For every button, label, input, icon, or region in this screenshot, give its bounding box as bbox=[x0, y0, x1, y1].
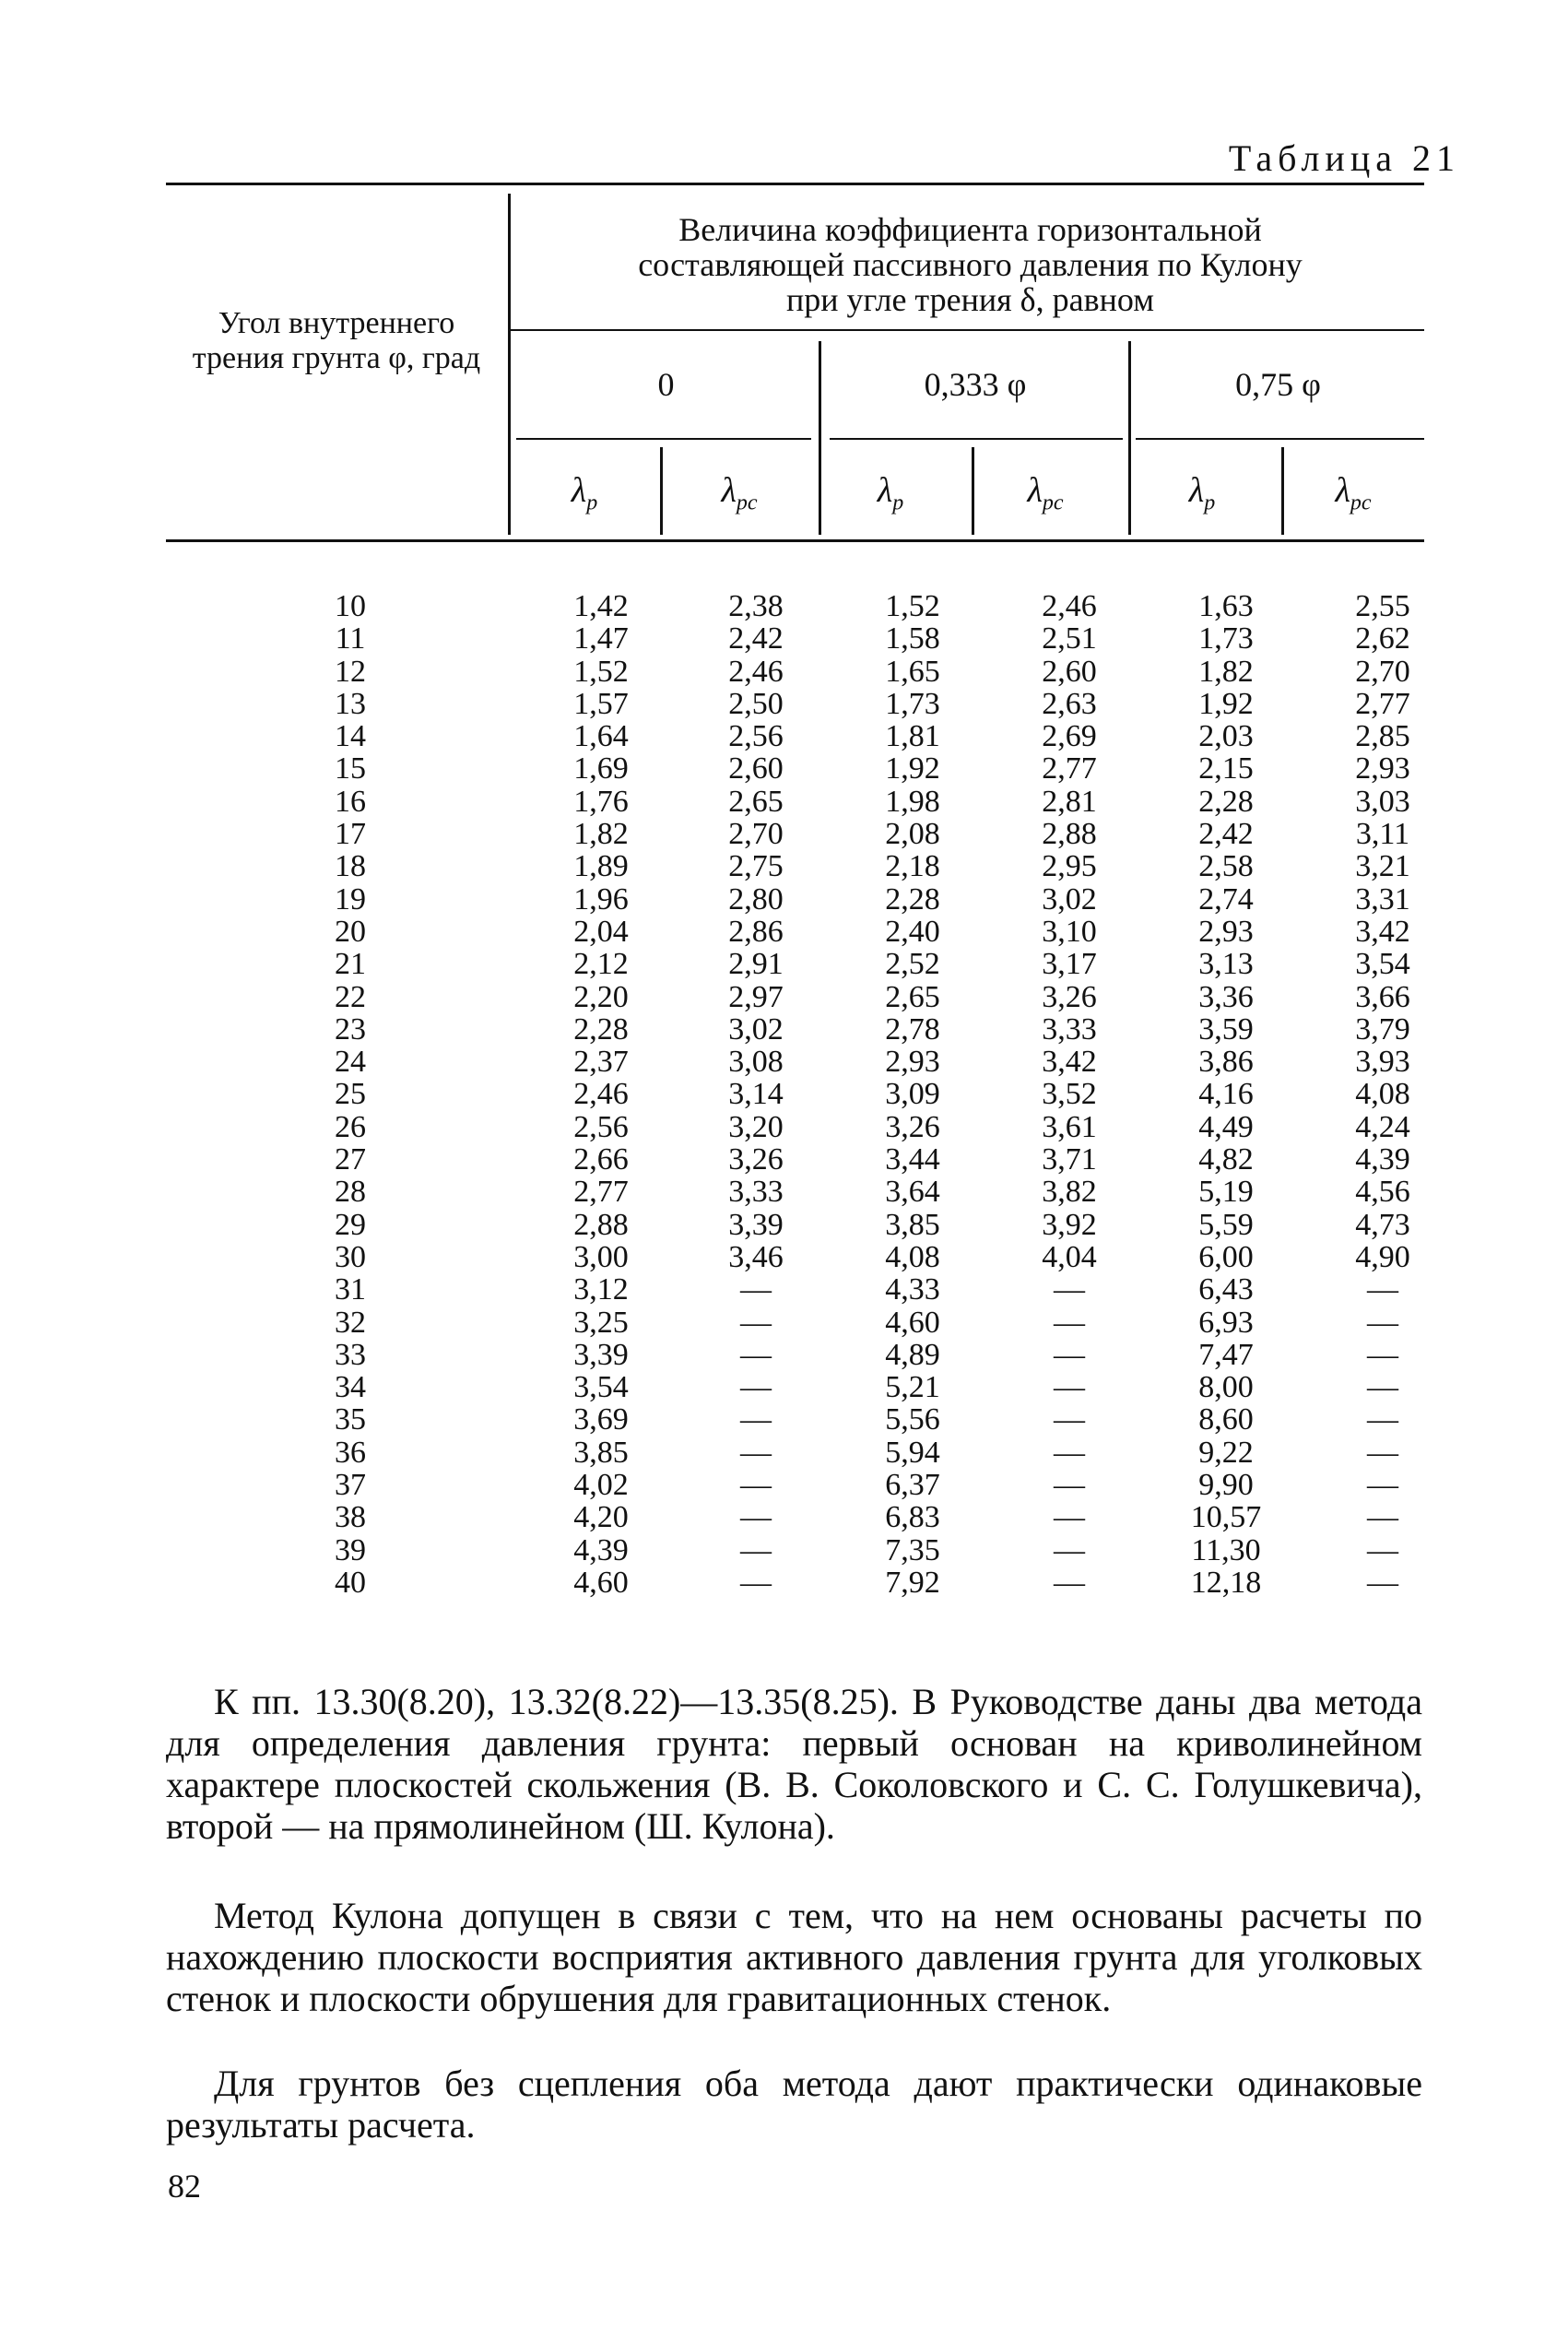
group-title bbox=[516, 212, 1424, 317]
lp-0-cell: 2,56 bbox=[573, 1109, 629, 1144]
lp-75-cell: 8,60 bbox=[1198, 1402, 1254, 1437]
lpc-0-cell: 2,38 bbox=[728, 589, 784, 623]
lp-75-cell: 4,16 bbox=[1198, 1077, 1254, 1112]
lpc-75-cell: — bbox=[1367, 1435, 1398, 1470]
lpc-0-cell: — bbox=[740, 1272, 772, 1307]
lpc-75-cell: 4,39 bbox=[1355, 1142, 1410, 1177]
lp-0-cell: 3,25 bbox=[573, 1305, 629, 1340]
lpc-75-cell: 4,90 bbox=[1355, 1239, 1410, 1274]
group-title-line-2: составляющей пассивного давления по Кулону bbox=[638, 246, 1303, 283]
lpc-75-cell: 2,70 bbox=[1355, 654, 1410, 689]
lp-75-cell: 3,86 bbox=[1198, 1045, 1254, 1080]
angle-cell: 29 bbox=[335, 1207, 366, 1242]
lpc-75-cell: — bbox=[1367, 1532, 1398, 1567]
lp-75-cell: 2,15 bbox=[1198, 751, 1254, 786]
lp-75-cell: 2,42 bbox=[1198, 817, 1254, 852]
lp-75-cell: 2,03 bbox=[1198, 719, 1254, 754]
lpc-0-cell: 2,65 bbox=[728, 784, 784, 819]
sub-col-3-base: λ bbox=[877, 471, 893, 510]
angle-cell: 38 bbox=[335, 1500, 366, 1535]
table-row bbox=[166, 786, 1475, 818]
lpc-0-cell: — bbox=[740, 1305, 772, 1340]
angle-cell: 27 bbox=[335, 1142, 366, 1177]
lp-0-cell: 1,69 bbox=[573, 751, 629, 786]
lp-75-cell: 1,63 bbox=[1198, 589, 1254, 623]
lp-75-cell: 6,00 bbox=[1198, 1239, 1254, 1274]
lpc-333-cell: 4,04 bbox=[1042, 1239, 1097, 1274]
lpc-0-cell: — bbox=[740, 1468, 772, 1503]
lpc-0-cell: 3,46 bbox=[728, 1239, 784, 1274]
lpc-333-cell: 2,95 bbox=[1042, 849, 1097, 884]
lp-0-cell: 1,96 bbox=[573, 881, 629, 916]
lpc-0-cell: 2,70 bbox=[728, 817, 784, 852]
lpc-75-cell: 3,03 bbox=[1355, 784, 1410, 819]
table-row bbox=[166, 818, 1475, 850]
lp-0-cell: 3,85 bbox=[573, 1435, 629, 1470]
delta-header-2: 0,75 φ bbox=[1235, 366, 1321, 403]
lp-0-cell: 2,77 bbox=[573, 1175, 629, 1210]
lp-0-cell: 3,12 bbox=[573, 1272, 629, 1307]
angle-cell: 22 bbox=[335, 979, 366, 1014]
angle-cell: 20 bbox=[335, 914, 366, 949]
lpc-333-cell: 2,81 bbox=[1042, 784, 1097, 819]
lp-75-cell: 3,36 bbox=[1198, 979, 1254, 1014]
lp-333-cell: 4,60 bbox=[885, 1305, 940, 1340]
paragraph-1: К пп. 13.30(8.20), 13.32(8.22)—13.35(8.25). В Руководстве даны два метода для определения давления грунта: первый основан на криволинейном характере плоскостей скольжения (В. В. Соколовского и С. С. Голушкевича), второй — на прямолинейном (Ш. Кулона). bbox=[166, 1681, 1422, 1847]
angle-cell: 33 bbox=[335, 1337, 366, 1372]
table-row bbox=[166, 1501, 1475, 1533]
angle-cell: 26 bbox=[335, 1109, 366, 1144]
sub-col-header-1 bbox=[529, 470, 640, 516]
delta-divider-2 bbox=[1128, 341, 1131, 535]
lpc-75-cell: 4,56 bbox=[1355, 1175, 1410, 1210]
table-row bbox=[166, 1273, 1475, 1306]
table-row bbox=[166, 1078, 1475, 1110]
lp-333-cell: 6,37 bbox=[885, 1468, 940, 1503]
lp-75-cell: 12,18 bbox=[1190, 1565, 1262, 1600]
lp-333-cell: 3,85 bbox=[885, 1207, 940, 1242]
lp-333-cell: 3,64 bbox=[885, 1175, 940, 1210]
angle-cell: 32 bbox=[335, 1305, 366, 1340]
table-row bbox=[166, 1534, 1475, 1567]
angle-cell: 35 bbox=[335, 1402, 366, 1437]
lp-75-cell: 2,74 bbox=[1198, 881, 1254, 916]
table-row bbox=[166, 1403, 1475, 1436]
lpc-75-cell: 3,54 bbox=[1355, 947, 1410, 982]
lpc-0-cell: 3,08 bbox=[728, 1045, 784, 1080]
lpc-333-cell: 3,82 bbox=[1042, 1175, 1097, 1210]
lp-0-cell: 2,88 bbox=[573, 1207, 629, 1242]
lp-333-cell: 3,09 bbox=[885, 1077, 940, 1112]
lpc-0-cell: 3,14 bbox=[728, 1077, 784, 1112]
delta-rule-3 bbox=[1136, 438, 1424, 440]
lpc-0-cell: — bbox=[740, 1435, 772, 1470]
lp-0-cell: 1,64 bbox=[573, 719, 629, 754]
lp-75-cell: 3,59 bbox=[1198, 1011, 1254, 1046]
table-row bbox=[166, 1209, 1475, 1241]
paragraph-3: Для грунтов без сцепления оба метода дают практически одинаковые результаты расчета. bbox=[166, 2063, 1422, 2146]
lp-333-cell: 2,52 bbox=[885, 947, 940, 982]
table-row bbox=[166, 1241, 1475, 1273]
page-number: 82 bbox=[168, 2168, 201, 2205]
sub-col-5-base: λ bbox=[1188, 471, 1205, 510]
lpc-333-cell: 2,63 bbox=[1042, 686, 1097, 721]
lp-333-cell: 4,08 bbox=[885, 1239, 940, 1274]
lpc-333-cell: 2,60 bbox=[1042, 654, 1097, 689]
lpc-0-cell: 2,97 bbox=[728, 979, 784, 1014]
table-row bbox=[166, 590, 1475, 622]
lpc-333-cell: 2,77 bbox=[1042, 751, 1097, 786]
lp-333-cell: 1,92 bbox=[885, 751, 940, 786]
lpc-333-cell: 2,46 bbox=[1042, 589, 1097, 623]
sub-col-header-4 bbox=[990, 470, 1101, 516]
lp-75-cell: 1,82 bbox=[1198, 654, 1254, 689]
angle-cell: 17 bbox=[335, 817, 366, 852]
lpc-0-cell: 2,60 bbox=[728, 751, 784, 786]
lp-75-cell: 5,59 bbox=[1198, 1207, 1254, 1242]
table-row bbox=[166, 1143, 1475, 1176]
table-row bbox=[166, 1567, 1475, 1599]
lp-75-cell: 2,93 bbox=[1198, 914, 1254, 949]
lp-75-cell: 4,49 bbox=[1198, 1109, 1254, 1144]
lp-75-cell: 3,13 bbox=[1198, 947, 1254, 982]
table-row bbox=[166, 622, 1475, 655]
angle-cell: 13 bbox=[335, 686, 366, 721]
sub-col-2-sub: pc bbox=[736, 491, 758, 515]
lpc-0-cell: — bbox=[740, 1337, 772, 1372]
sub-divider-1 bbox=[660, 447, 663, 535]
lpc-75-cell: 3,21 bbox=[1355, 849, 1410, 884]
angle-cell: 31 bbox=[335, 1272, 366, 1307]
lpc-75-cell: — bbox=[1367, 1565, 1398, 1600]
sub-col-6-base: λ bbox=[1335, 471, 1350, 510]
sub-divider-2 bbox=[972, 447, 974, 535]
lpc-75-cell: 3,79 bbox=[1355, 1011, 1410, 1046]
delta-rule-2 bbox=[830, 438, 1123, 440]
lpc-333-cell: — bbox=[1054, 1337, 1085, 1372]
angle-cell: 24 bbox=[335, 1045, 366, 1080]
lp-333-cell: 6,83 bbox=[885, 1500, 940, 1535]
sub-col-header-3 bbox=[835, 470, 946, 516]
lpc-0-cell: 2,42 bbox=[728, 621, 784, 656]
lpc-75-cell: 2,62 bbox=[1355, 621, 1410, 656]
lp-0-cell: 2,28 bbox=[573, 1011, 629, 1046]
angle-cell: 25 bbox=[335, 1077, 366, 1112]
sub-col-header-6 bbox=[1298, 470, 1409, 516]
angle-cell: 30 bbox=[335, 1239, 366, 1274]
lp-75-cell: 7,47 bbox=[1198, 1337, 1254, 1372]
lpc-333-cell: — bbox=[1054, 1370, 1085, 1405]
lpc-0-cell: 2,86 bbox=[728, 914, 784, 949]
lpc-333-cell: 2,88 bbox=[1042, 817, 1097, 852]
lp-333-cell: 3,44 bbox=[885, 1142, 940, 1177]
lpc-333-cell: 3,17 bbox=[1042, 947, 1097, 982]
sub-col-2-base: λ bbox=[721, 471, 737, 510]
table-row bbox=[166, 916, 1475, 948]
angle-cell: 19 bbox=[335, 881, 366, 916]
lp-333-cell: 7,92 bbox=[885, 1565, 940, 1600]
lp-75-cell: 2,28 bbox=[1198, 784, 1254, 819]
angle-cell: 21 bbox=[335, 947, 366, 982]
sub-col-4-base: λ bbox=[1027, 471, 1043, 510]
lpc-333-cell: — bbox=[1054, 1272, 1085, 1307]
lpc-0-cell: 3,39 bbox=[728, 1207, 784, 1242]
lp-0-cell: 3,69 bbox=[573, 1402, 629, 1437]
lp-333-cell: 1,73 bbox=[885, 686, 940, 721]
lp-0-cell: 1,89 bbox=[573, 849, 629, 884]
lpc-0-cell: — bbox=[740, 1370, 772, 1405]
lp-333-cell: 2,78 bbox=[885, 1011, 940, 1046]
lpc-75-cell: 2,55 bbox=[1355, 589, 1410, 623]
sub-col-5-sub: p bbox=[1204, 491, 1216, 515]
table-row bbox=[166, 883, 1475, 916]
lpc-0-cell: 2,75 bbox=[728, 849, 784, 884]
lp-333-cell: 1,81 bbox=[885, 719, 940, 754]
lpc-0-cell: — bbox=[740, 1402, 772, 1437]
lp-333-cell: 1,98 bbox=[885, 784, 940, 819]
lpc-0-cell: 2,91 bbox=[728, 947, 784, 982]
lpc-333-cell: 3,10 bbox=[1042, 914, 1097, 949]
lpc-75-cell: — bbox=[1367, 1337, 1398, 1372]
lp-333-cell: 1,52 bbox=[885, 589, 940, 623]
lp-0-cell: 2,37 bbox=[573, 1045, 629, 1080]
table-row bbox=[166, 688, 1475, 720]
table-row bbox=[166, 1013, 1475, 1046]
delta-divider-1 bbox=[819, 341, 821, 535]
lpc-75-cell: 3,93 bbox=[1355, 1045, 1410, 1080]
lpc-75-cell: 2,85 bbox=[1355, 719, 1410, 754]
lp-333-cell: 1,58 bbox=[885, 621, 940, 656]
lp-0-cell: 2,46 bbox=[573, 1077, 629, 1112]
lpc-333-cell: 3,33 bbox=[1042, 1011, 1097, 1046]
table-row bbox=[166, 948, 1475, 980]
table-row bbox=[166, 1176, 1475, 1208]
table-row bbox=[166, 1371, 1475, 1403]
angle-col-divider bbox=[508, 194, 511, 535]
angle-cell: 23 bbox=[335, 1011, 366, 1046]
lp-333-cell: 5,56 bbox=[885, 1402, 940, 1437]
lpc-0-cell: 3,33 bbox=[728, 1175, 784, 1210]
table-row bbox=[166, 752, 1475, 785]
lp-0-cell: 3,00 bbox=[573, 1239, 629, 1274]
lp-333-cell: 2,28 bbox=[885, 881, 940, 916]
sub-col-header-5 bbox=[1147, 470, 1257, 516]
lpc-0-cell: 3,26 bbox=[728, 1142, 784, 1177]
group-title-rule bbox=[510, 329, 1424, 331]
lpc-75-cell: — bbox=[1367, 1468, 1398, 1503]
lp-333-cell: 7,35 bbox=[885, 1532, 940, 1567]
lp-0-cell: 1,82 bbox=[573, 817, 629, 852]
angle-column-header bbox=[175, 306, 498, 376]
lpc-333-cell: 2,69 bbox=[1042, 719, 1097, 754]
lp-0-cell: 1,52 bbox=[573, 654, 629, 689]
lpc-333-cell: — bbox=[1054, 1565, 1085, 1600]
lpc-0-cell: 3,02 bbox=[728, 1011, 784, 1046]
angle-cell: 28 bbox=[335, 1175, 366, 1210]
lpc-333-cell: — bbox=[1054, 1435, 1085, 1470]
lpc-333-cell: 3,42 bbox=[1042, 1045, 1097, 1080]
lp-0-cell: 3,54 bbox=[573, 1370, 629, 1405]
lp-0-cell: 4,39 bbox=[573, 1532, 629, 1567]
lp-75-cell: 10,57 bbox=[1190, 1500, 1262, 1535]
lpc-333-cell: 3,61 bbox=[1042, 1109, 1097, 1144]
lpc-75-cell: 2,93 bbox=[1355, 751, 1410, 786]
lpc-0-cell: 3,20 bbox=[728, 1109, 784, 1144]
group-title-line-3: при угле трения δ, равном bbox=[786, 281, 1154, 318]
lp-75-cell: 2,58 bbox=[1198, 849, 1254, 884]
lpc-333-cell: 3,26 bbox=[1042, 979, 1097, 1014]
angle-cell: 12 bbox=[335, 654, 366, 689]
lpc-75-cell: 3,42 bbox=[1355, 914, 1410, 949]
lp-333-cell: 2,93 bbox=[885, 1045, 940, 1080]
table-row bbox=[166, 720, 1475, 752]
lpc-75-cell: — bbox=[1367, 1500, 1398, 1535]
angle-cell: 34 bbox=[335, 1370, 366, 1405]
table-row bbox=[166, 850, 1475, 882]
angle-cell: 18 bbox=[335, 849, 366, 884]
lp-333-cell: 2,18 bbox=[885, 849, 940, 884]
table-row bbox=[166, 1046, 1475, 1078]
lpc-333-cell: — bbox=[1054, 1532, 1085, 1567]
paragraph-2: Метод Кулона допущен в связи с тем, что на нем основаны расчеты по нахождению плоскости восприятия активного давления грунта для уголковых стенок и плоскости обрушения для гравитационных стенок. bbox=[166, 1895, 1422, 2019]
sub-col-3-sub: p bbox=[892, 491, 904, 515]
header-bottom-rule bbox=[166, 539, 1424, 542]
angle-cell: 37 bbox=[335, 1468, 366, 1503]
lp-333-cell: 2,65 bbox=[885, 979, 940, 1014]
sub-col-1-sub: p bbox=[586, 491, 598, 515]
table-label: Таблица 21 bbox=[1228, 137, 1460, 179]
lpc-75-cell: 4,73 bbox=[1355, 1207, 1410, 1242]
lp-75-cell: 9,22 bbox=[1198, 1435, 1254, 1470]
lp-0-cell: 4,60 bbox=[573, 1565, 629, 1600]
angle-cell: 11 bbox=[335, 621, 366, 656]
lp-75-cell: 1,92 bbox=[1198, 686, 1254, 721]
lp-0-cell: 1,42 bbox=[573, 589, 629, 623]
table-row bbox=[166, 1339, 1475, 1371]
table-row bbox=[166, 1111, 1475, 1143]
lp-0-cell: 2,04 bbox=[573, 914, 629, 949]
lp-75-cell: 9,90 bbox=[1198, 1468, 1254, 1503]
lp-0-cell: 1,76 bbox=[573, 784, 629, 819]
lp-333-cell: 1,65 bbox=[885, 654, 940, 689]
lp-333-cell: 4,89 bbox=[885, 1337, 940, 1372]
lp-75-cell: 4,82 bbox=[1198, 1142, 1254, 1177]
lpc-333-cell: 3,52 bbox=[1042, 1077, 1097, 1112]
angle-cell: 14 bbox=[335, 719, 366, 754]
sub-col-6-sub: pc bbox=[1350, 491, 1372, 515]
lpc-75-cell: — bbox=[1367, 1402, 1398, 1437]
angle-column-header-text: Угол внутреннего трения грунта φ, град bbox=[192, 306, 481, 375]
group-title-line-1: Величина коэффициента горизонтальной bbox=[678, 211, 1262, 248]
table-row bbox=[166, 1469, 1475, 1501]
lpc-75-cell: 2,77 bbox=[1355, 686, 1410, 721]
lpc-0-cell: — bbox=[740, 1565, 772, 1600]
lp-0-cell: 4,20 bbox=[573, 1500, 629, 1535]
lp-0-cell: 2,66 bbox=[573, 1142, 629, 1177]
sub-divider-3 bbox=[1281, 447, 1284, 535]
lp-75-cell: 5,19 bbox=[1198, 1175, 1254, 1210]
lpc-333-cell: 2,51 bbox=[1042, 621, 1097, 656]
lp-0-cell: 2,12 bbox=[573, 947, 629, 982]
lpc-333-cell: — bbox=[1054, 1468, 1085, 1503]
angle-cell: 40 bbox=[335, 1565, 366, 1600]
angle-cell: 39 bbox=[335, 1532, 366, 1567]
sub-col-4-sub: pc bbox=[1042, 491, 1064, 515]
lpc-333-cell: 3,92 bbox=[1042, 1207, 1097, 1242]
lp-333-cell: 4,33 bbox=[885, 1272, 940, 1307]
lp-0-cell: 4,02 bbox=[573, 1468, 629, 1503]
table-top-rule bbox=[166, 183, 1424, 185]
lpc-0-cell: 2,56 bbox=[728, 719, 784, 754]
lpc-75-cell: 3,66 bbox=[1355, 979, 1410, 1014]
delta-header-1: 0,333 φ bbox=[924, 366, 1027, 403]
lp-75-cell: 6,93 bbox=[1198, 1305, 1254, 1340]
lp-75-cell: 11,30 bbox=[1191, 1532, 1261, 1567]
table-row bbox=[166, 1437, 1475, 1469]
lpc-75-cell: 3,31 bbox=[1355, 881, 1410, 916]
lpc-333-cell: — bbox=[1054, 1500, 1085, 1535]
angle-cell: 16 bbox=[335, 784, 366, 819]
lpc-75-cell: 4,08 bbox=[1355, 1077, 1410, 1112]
lpc-75-cell: — bbox=[1367, 1370, 1398, 1405]
lpc-333-cell: 3,71 bbox=[1042, 1142, 1097, 1177]
lpc-333-cell: — bbox=[1054, 1305, 1085, 1340]
lpc-75-cell: — bbox=[1367, 1272, 1398, 1307]
sub-col-1-base: λ bbox=[571, 471, 587, 510]
lpc-0-cell: — bbox=[740, 1532, 772, 1567]
delta-rule-1 bbox=[516, 438, 811, 440]
lpc-333-cell: — bbox=[1054, 1402, 1085, 1437]
table-row bbox=[166, 981, 1475, 1013]
lp-0-cell: 2,20 bbox=[573, 979, 629, 1014]
lpc-0-cell: 2,46 bbox=[728, 654, 784, 689]
lpc-75-cell: 4,24 bbox=[1355, 1109, 1410, 1144]
lpc-333-cell: 3,02 bbox=[1042, 881, 1097, 916]
lp-75-cell: 8,00 bbox=[1198, 1370, 1254, 1405]
sub-col-header-2 bbox=[684, 470, 795, 516]
angle-cell: 10 bbox=[335, 589, 366, 623]
lpc-75-cell: — bbox=[1367, 1305, 1398, 1340]
lpc-75-cell: 3,11 bbox=[1355, 817, 1410, 852]
lp-333-cell: 5,21 bbox=[885, 1370, 940, 1405]
lp-0-cell: 1,47 bbox=[573, 621, 629, 656]
lp-0-cell: 3,39 bbox=[573, 1337, 629, 1372]
lp-75-cell: 1,73 bbox=[1198, 621, 1254, 656]
table-body bbox=[166, 590, 1475, 1599]
angle-cell: 15 bbox=[335, 751, 366, 786]
angle-cell: 36 bbox=[335, 1435, 366, 1470]
lpc-0-cell: 2,50 bbox=[728, 686, 784, 721]
delta-header-0: 0 bbox=[657, 366, 675, 403]
lp-333-cell: 3,26 bbox=[885, 1109, 940, 1144]
lp-75-cell: 6,43 bbox=[1198, 1272, 1254, 1307]
table-row bbox=[166, 656, 1475, 688]
lpc-0-cell: — bbox=[740, 1500, 772, 1535]
lpc-0-cell: 2,80 bbox=[728, 881, 784, 916]
lp-333-cell: 2,08 bbox=[885, 817, 940, 852]
table-row bbox=[166, 1306, 1475, 1339]
lp-0-cell: 1,57 bbox=[573, 686, 629, 721]
lp-333-cell: 2,40 bbox=[885, 914, 940, 949]
lp-333-cell: 5,94 bbox=[885, 1435, 940, 1470]
